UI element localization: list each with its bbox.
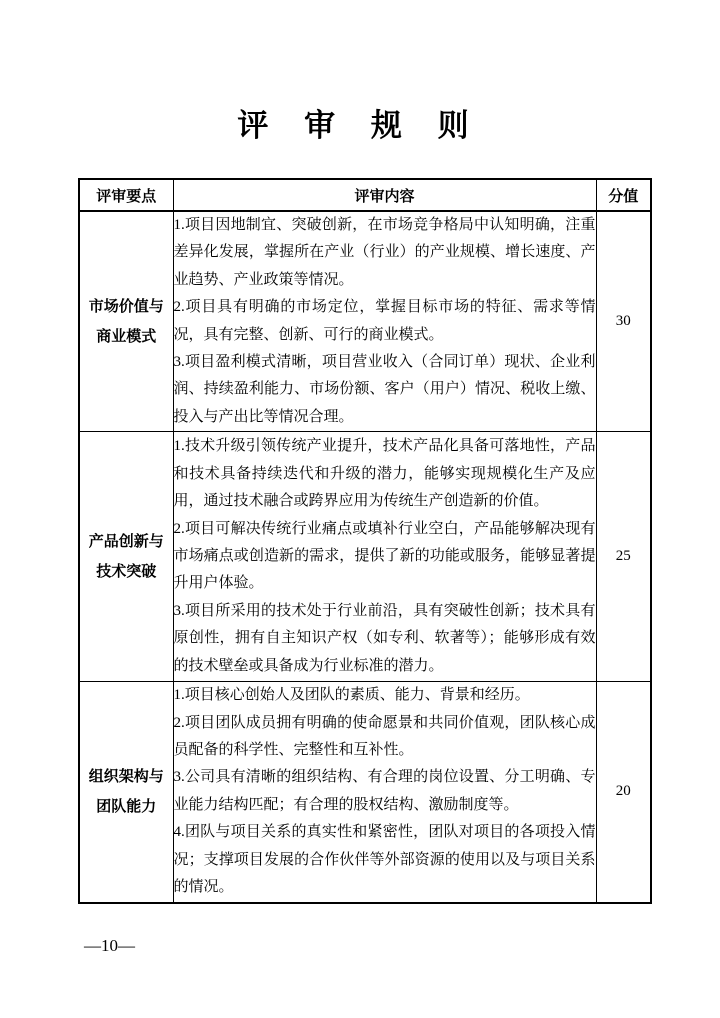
category-label-line1: 组织架构与 [88,767,164,785]
content-cell-market-value [173,211,596,432]
table-header-row [79,179,651,211]
score-cell-market-value: 30 [596,211,651,432]
category-label-line2: 技术突破 [96,562,157,580]
content-item: 2.项目具有明确的市场定位，掌握目标市场的特征、需求等情况，具有完整、创新、可行的商业模式。 [173,299,596,343]
content-item: 1.技术升级引领传统产业提升，技术产品化具备可落地性，产品和技术具备持续迭代和升级的潜力，能够实现规模化生产及应用，通过技术融合或跨界应用为传统生产创造新的价值。 [173,438,596,510]
content-cell-product-innovation [173,432,596,682]
content-item: 1.项目核心创始人及团队的素质、能力、背景和经历。 [173,687,530,704]
score-cell-product-innovation: 25 [596,432,651,682]
category-label-line1: 产品创新与 [88,532,164,550]
content-item: 2.项目团队成员拥有明确的使命愿景和共同价值观，团队核心成员配备的科学性、完整性和互补性。 [173,714,596,759]
score-cell-team-capability: 20 [596,682,651,903]
content-item: 1.项目因地制宜、突破创新，在市场竞争格局中认知明确，注重差异化发展，掌握所在产业（行业）的产业规模、增长速度、产业趋势、产业政策等情况。 [173,217,596,288]
content-item: 2.项目可解决传统行业痛点或填补行业空白，产品能够解决现有市场痛点或创造新的需求，提供了新的功能或服务，能够显著提升用户体验。 [173,520,596,592]
content-item: 3.项目盈利模式清晰，项目营业收入（合同订单）现状、企业利润、持续盈利能力、市场份额、客户（用户）情况、税收上缴、投入与产出比等情况合理。 [173,354,596,425]
table-row-product-innovation [79,432,651,682]
table-row-team-capability [79,682,651,903]
category-label-line2: 商业模式 [96,327,157,345]
category-cell-team-capability [79,682,173,903]
content-item: 3.公司具有清晰的组织结构、有合理的岗位设置、分工明确、专业能力结构匹配；有合理的股权结构、激励制度等。 [173,769,596,813]
review-rules-table [78,178,652,904]
column-header-review-points: 评审要点 [79,179,173,211]
table-row-market-value [79,211,651,432]
content-item: 3.项目所采用的技术处于行业前沿，具有突破性创新；技术具有原创性，拥有自主知识产权（如专利、软著等）；能够形成有效的技术壁垒或具备成为行业标准的潜力。 [173,602,596,674]
page-number: —10— [84,936,135,955]
column-header-review-content: 评审内容 [173,179,596,211]
category-label-line1: 市场价值与 [88,297,164,315]
category-label-line2: 团队能力 [96,797,157,815]
page-title: 评 审 规 则 [237,108,483,143]
column-header-score: 分值 [596,179,651,211]
content-item: 4.团队与项目关系的真实性和紧密性，团队对项目的各项投入情况；支撑项目发展的合作伙伴等外部资源的使用以及与项目关系的情况。 [173,824,596,896]
category-cell-product-innovation [79,432,173,682]
category-cell-market-value [79,211,173,432]
content-cell-team-capability [173,682,596,903]
